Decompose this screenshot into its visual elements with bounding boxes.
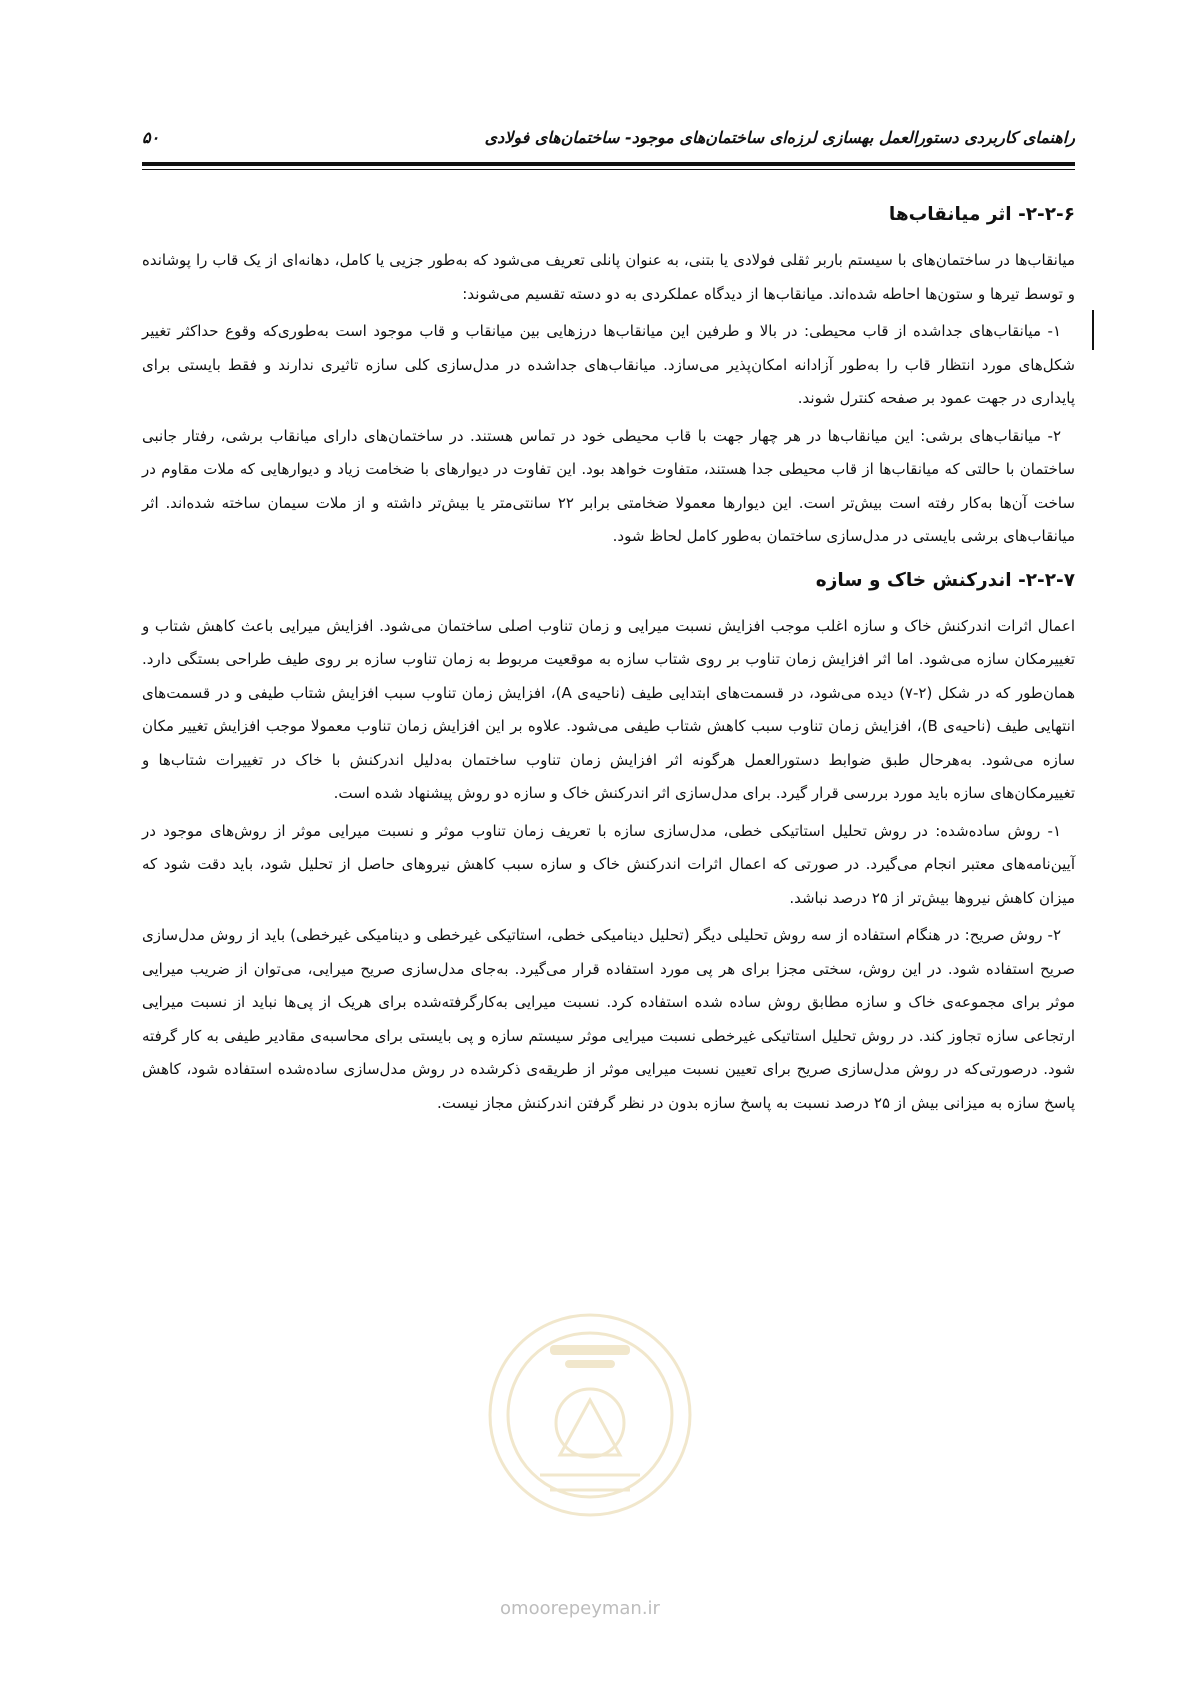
page-header [142,128,1075,154]
header-rule-thick [142,162,1075,166]
section2-item-2: ۲- روش صریح: در هنگام استفاده از سه روش تحلیلی دیگر (تحلیل دینامیکی خطی، استاتیکی غیرخطی و دینامیکی غیرخطی) باید از روش مدل‌سازی صریح استفاده شود. در این روش، سختی مجزا برای هر پی مورد استفاده قرار می‌گیرد. به‌جای مدل‌سازی صریح میرایی، می‌توان از ضریب میرایی موثر برای مجموعه‌ی خاک و سازه مطابق روش ساده شده استفاده کرد. نسبت میرایی به‌کارگرفته‌شده برای هریک از پی‌ها نباید از نسبت میرایی ارتجاعی سازه تجاوز کند. در روش تحلیل استاتیکی غیرخطی نسبت میرایی موثر سیستم سازه و پی بایستی برای محاسبه‌ی مقادیر طیفی به کار گرفته شود. درصورتی‌که در روش مدل‌سازی صریح برای تعیین نسبت میرایی موثر از طریقه‌ی ذکرشده در روش مدل‌سازی ساده‌شده استفاده شود، کاهش پاسخ سازه به میزانی بیش از ۲۵ درصد نسبت به پاسخ سازه بدون در نظر گرفتن اندرکنش مجاز نیست. [142,926,1075,1112]
running-title: راهنمای کاربردی دستورالعمل بهسازی لرزه‌ای ساختمان‌های موجود- ساختمان‌های فولادی [484,128,1075,147]
section-heading-infill-walls: ۲-۲-۶- اثر میانقاب‌ها [888,204,1075,225]
page-body [142,200,1075,1124]
watermark-url-text: omoorepeyman.ir [500,1598,660,1619]
section2-item-1: ۱- روش ساده‌شده: در روش تحلیل استاتیکی خطی، مدل‌سازی سازه با تعریف زمان تناوب موثر و نسبت میرایی موثر از روش‌های موجود در آیین‌نامه‌های معتبر انجام می‌گیرد. در صورتی که اعمال اثرات اندرکنش خاک و سازه سبب کاهش نیروهای حاصل از تحلیل شود، باید دقت شود که میزان کاهش نیروها بیش‌تر از ۲۵ درصد نباشد. [142,821,1075,907]
page-number: ۵۰ [142,128,160,147]
section1-item-2: ۲- میانقاب‌های برشی: این میانقاب‌ها در هر چهار جهت با قاب محیطی خود در تماس هستند. در ساختمان‌های دارای میانقاب برشی، رفتار جانبی ساختمان با حالتی که میانقاب‌ها از قاب محیطی جدا هستند، متفاوت خواهد بود. این تفاوت در دیوارهای با ضخامت زیاد و دیوارهایی که ملات مقاوم در ساخت آن‌ها به‌کار رفته است بیش‌تر است. این دیوارها معمولا ضخامتی برابر ۲۲ سانتی‌متر یا بیش‌تر داشته و از ملات سیمان ساخته شده‌اند. اثر میانقاب‌های برشی بایستی در مدل‌سازی ساختمان به‌طور کامل لحاظ شود. [142,426,1075,545]
watermark-seal-logo [480,1305,700,1525]
margin-change-bar [1092,310,1094,350]
section1-intro-paragraph: میانقاب‌ها در ساختمان‌های با سیستم باربر ثقلی فولادی یا بتنی، به عنوان پانلی تعریف می‌شود که به‌طور جزیی یا کامل، دهانه‌ای از یک قاب را پوشانده و توسط تیرها و ستون‌ها احاطه شده‌اند. میانقاب‌ها از دیدگاه عملکردی به دو دسته تقسیم می‌شوند: [142,251,1075,303]
section1-item-1: ۱- میانقاب‌های جداشده از قاب محیطی: در بالا و طرفین این میانقاب‌ها درزهایی بین میانقاب و قاب موجود است به‌طوری‌که وقوع حداکثر تغییر شکل‌های مورد انتظار قاب را به‌طور آزادانه امکان‌پذیر می‌سازد. میانقاب‌های جداشده در مدل‌سازی کلی سازه تاثیری ندارند و فقط بایستی برای پایداری در جهت عمود بر صفحه کنترل شوند. [142,322,1075,407]
header-rule-thin [142,169,1075,170]
section2-intro-paragraph: اعمال اثرات اندرکنش خاک و سازه اغلب موجب افزایش نسبت میرایی و زمان تناوب اصلی ساختمان می‌شود. افزایش میرایی باعث کاهش شتاب و تغییرمکان سازه می‌شود. اما اثر افزایش زمان تناوب بر روی شتاب سازه به موقعیت مربوط به زمان تناوب سازه بر روی طیف طراحی بستگی دارد. همان‌طور که در شکل (۲-۷) دیده می‌شود، در قسمت‌های ابتدایی طیف (ناحیه‌ی A)، افزایش زمان تناوب سبب افزایش شتاب طیفی و در قسمت‌های انتهایی طیف (ناحیه‌ی B)، افزایش زمان تناوب سبب کاهش شتاب طیفی می‌شود. علاوه بر این افزایش زمان تناوب معمولا موجب افزایش تغییر مکان سازه می‌شود. به‌هرحال طبق ضوابط دستورالعمل هرگونه اثر افزایش زمان تناوب ساختمان به‌دلیل اندرکنش با خاک در تغییرات شتاب‌ها و تغییرمکان‌های سازه باید مورد بررسی قرار گیرد. برای مدل‌سازی اثر اندرکنش خاک و سازه دو روش پیشنهاد شده است. [142,616,1075,802]
section-heading-soil-structure: ۲-۲-۷- اندرکنش خاک و سازه [815,569,1075,591]
